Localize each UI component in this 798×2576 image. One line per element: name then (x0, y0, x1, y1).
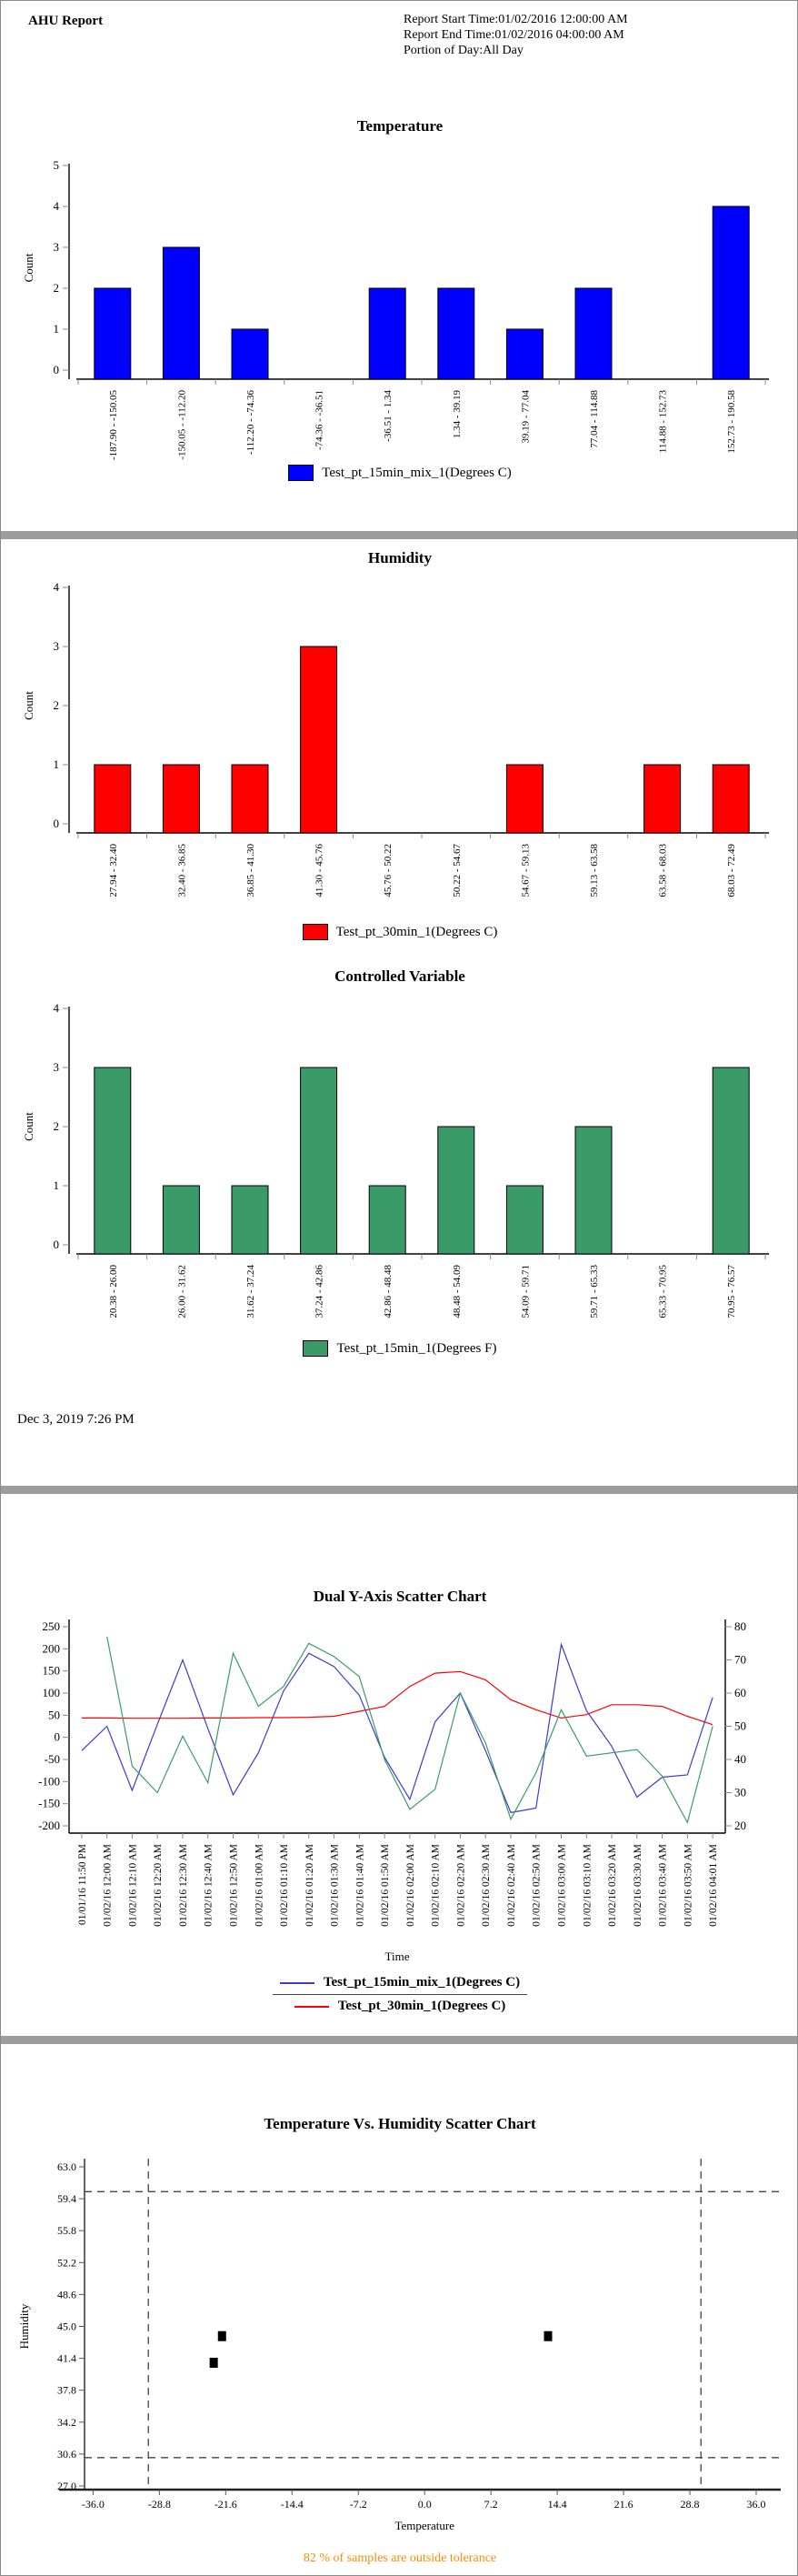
svg-text:48.48 - 54.09: 48.48 - 54.09 (451, 1265, 463, 1318)
report-title: AHU Report (28, 14, 104, 28)
svg-text:-200: -200 (38, 1819, 60, 1832)
legend-row-red-series (287, 1995, 514, 2018)
svg-text:41.30 - 45.76: 41.30 - 45.76 (314, 844, 325, 897)
svg-text:28.8: 28.8 (680, 2498, 700, 2511)
svg-text:-187.90 - -150.05: -187.90 - -150.05 (107, 390, 119, 460)
svg-text:01/02/16 01:10 AM: 01/02/16 01:10 AM (279, 1844, 291, 1927)
controlled-variable-legend (1, 1340, 798, 1357)
scatter-chart-section (1, 2115, 798, 2566)
svg-text:30.6: 30.6 (57, 2447, 76, 2461)
svg-text:59.13 - 63.58: 59.13 - 63.58 (589, 844, 600, 897)
svg-text:-150: -150 (38, 1796, 60, 1810)
svg-text:Count: Count (22, 253, 35, 283)
svg-text:01/02/16 12:00 AM: 01/02/16 12:00 AM (102, 1844, 114, 1927)
svg-text:55.8: 55.8 (57, 2224, 76, 2238)
svg-text:-21.6: -21.6 (214, 2498, 237, 2511)
report-end-time: Report End Time:01/02/2016 04:00:00 AM (404, 28, 624, 42)
svg-text:01/02/16 01:20 AM: 01/02/16 01:20 AM (304, 1844, 315, 1927)
svg-text:01/02/16 02:40 AM: 01/02/16 02:40 AM (505, 1844, 517, 1927)
section-separator (1, 2036, 797, 2044)
svg-text:01/02/16 02:00 AM: 01/02/16 02:00 AM (404, 1844, 416, 1927)
svg-text:01/02/16 03:20 AM: 01/02/16 03:20 AM (607, 1844, 619, 1927)
svg-text:-28.8: -28.8 (147, 2498, 171, 2511)
svg-text:7.2: 7.2 (484, 2498, 498, 2511)
svg-text:32.40 - 36.85: 32.40 - 36.85 (176, 844, 188, 897)
controlled-variable-histogram-section (1, 967, 798, 1357)
dual-axis-chart-legend (1, 1971, 798, 2018)
svg-text:50.22 - 54.67: 50.22 - 54.67 (451, 844, 463, 897)
svg-text:27.0: 27.0 (57, 2480, 76, 2492)
svg-text:01/02/16 12:50 AM: 01/02/16 12:50 AM (228, 1844, 240, 1927)
svg-text:01/02/16 03:50 AM: 01/02/16 03:50 AM (683, 1844, 694, 1927)
temperature-legend-swatch (288, 465, 314, 481)
svg-text:2: 2 (53, 698, 59, 712)
svg-text:59.4: 59.4 (57, 2192, 76, 2206)
svg-text:-7.2: -7.2 (349, 2498, 367, 2511)
svg-text:01/02/16 01:50 AM: 01/02/16 01:50 AM (380, 1844, 392, 1927)
svg-text:4: 4 (53, 1001, 59, 1015)
svg-text:54.67 - 59.13: 54.67 - 59.13 (520, 844, 532, 897)
svg-text:-50: -50 (44, 1752, 60, 1766)
humidity-chart-title: Humidity (368, 549, 432, 566)
svg-text:2: 2 (53, 1119, 59, 1133)
svg-text:-36.51 - 1.34: -36.51 - 1.34 (383, 390, 394, 442)
svg-text:54.09 - 59.71: 54.09 - 59.71 (520, 1265, 532, 1318)
temperature-histogram-section (1, 117, 798, 481)
red-series-label: Test_pt_30min_1(Degrees C) (337, 1999, 506, 2013)
svg-text:36.0: 36.0 (746, 2498, 766, 2511)
humidity-histogram (1, 567, 798, 922)
svg-text:68.03 - 72.49: 68.03 - 72.49 (726, 844, 738, 897)
svg-text:3: 3 (53, 1060, 59, 1074)
svg-text:14.4: 14.4 (547, 2498, 567, 2511)
svg-text:150: 150 (42, 1663, 60, 1678)
humidity-legend-label: Test_pt_30min_1(Degrees C) (335, 924, 498, 939)
blue-line-swatch (280, 1982, 314, 1984)
controlled-variable-legend-swatch (303, 1340, 328, 1357)
svg-text:65.33 - 70.95: 65.33 - 70.95 (657, 1265, 669, 1318)
svg-text:01/02/16 02:50 AM: 01/02/16 02:50 AM (531, 1844, 543, 1927)
svg-text:1.34 - 39.19: 1.34 - 39.19 (451, 390, 463, 439)
temperature-legend-label: Test_pt_15min_mix_1(Degrees C) (322, 465, 512, 480)
dual-axis-chart-title: Dual Y-Axis Scatter Chart (313, 1588, 487, 1605)
svg-text:01/02/16 01:00 AM: 01/02/16 01:00 AM (254, 1844, 265, 1927)
report-portion-of-day: Portion of Day:All Day (404, 44, 524, 57)
controlled-variable-legend-label: Test_pt_15min_1(Degrees F) (336, 1340, 497, 1356)
svg-text:01/02/16 03:40 AM: 01/02/16 03:40 AM (657, 1844, 669, 1927)
svg-text:40: 40 (734, 1752, 746, 1766)
svg-text:01/01/16 11:50 PM: 01/01/16 11:50 PM (76, 1844, 88, 1926)
red-line-swatch (294, 2006, 329, 2008)
temperature-legend (1, 465, 798, 481)
svg-text:01/02/16 02:10 AM: 01/02/16 02:10 AM (430, 1844, 442, 1927)
svg-text:63.0: 63.0 (57, 2160, 76, 2173)
svg-text:01/02/16 12:20 AM: 01/02/16 12:20 AM (153, 1844, 165, 1927)
svg-text:42.86 - 48.48: 42.86 - 48.48 (383, 1265, 394, 1318)
svg-text:4: 4 (53, 199, 59, 213)
svg-text:20: 20 (734, 1819, 746, 1832)
svg-text:Count: Count (22, 691, 35, 720)
svg-text:152.73 - 190.58: 152.73 - 190.58 (726, 390, 738, 454)
humidity-histogram-section (1, 549, 798, 940)
svg-text:0: 0 (53, 817, 59, 830)
svg-text:-74.36 - -36.51: -74.36 - -36.51 (314, 390, 325, 450)
scatter-chart-title: Temperature Vs. Humidity Scatter Chart (264, 2115, 536, 2132)
svg-text:1: 1 (53, 1178, 59, 1192)
svg-text:-100: -100 (38, 1774, 60, 1789)
svg-text:31.62 - 37.24: 31.62 - 37.24 (245, 1265, 256, 1318)
svg-text:36.85 - 41.30: 36.85 - 41.30 (245, 844, 256, 897)
svg-text:200: 200 (42, 1641, 60, 1656)
svg-text:01/02/16 01:30 AM: 01/02/16 01:30 AM (329, 1844, 341, 1927)
section-separator (1, 531, 797, 539)
dual-axis-chart-section (1, 1588, 798, 2018)
svg-text:26.00 - 31.62: 26.00 - 31.62 (176, 1265, 188, 1318)
svg-text:37.24 - 42.86: 37.24 - 42.86 (314, 1265, 325, 1318)
controlled-variable-chart-title: Controlled Variable (334, 967, 465, 985)
svg-text:01/02/16 01:40 AM: 01/02/16 01:40 AM (354, 1844, 366, 1927)
svg-text:Humidity: Humidity (17, 2303, 31, 2350)
svg-text:0: 0 (53, 1238, 59, 1251)
svg-text:70: 70 (734, 1652, 746, 1667)
svg-text:01/02/16 04:01 AM: 01/02/16 04:01 AM (708, 1844, 720, 1927)
svg-text:01/02/16 02:30 AM: 01/02/16 02:30 AM (481, 1844, 493, 1927)
svg-text:37.8: 37.8 (57, 2383, 76, 2397)
svg-text:63.58 - 68.03: 63.58 - 68.03 (657, 844, 669, 897)
svg-text:01/02/16 02:20 AM: 01/02/16 02:20 AM (455, 1844, 467, 1927)
svg-text:27.94 - 32.40: 27.94 - 32.40 (107, 844, 119, 897)
svg-text:20.38 - 26.00: 20.38 - 26.00 (107, 1265, 119, 1318)
svg-text:48.6: 48.6 (57, 2288, 76, 2301)
svg-text:1: 1 (53, 322, 59, 336)
svg-text:01/02/16 12:40 AM: 01/02/16 12:40 AM (203, 1844, 214, 1927)
tolerance-note: 82 % of samples are outside tolerance (303, 2551, 497, 2565)
svg-text:-14.4: -14.4 (280, 2498, 304, 2511)
svg-text:250: 250 (42, 1619, 60, 1633)
svg-text:01/02/16 03:00 AM: 01/02/16 03:00 AM (556, 1844, 568, 1927)
svg-text:59.71 - 65.33: 59.71 - 65.33 (589, 1265, 600, 1318)
svg-text:34.2: 34.2 (57, 2415, 76, 2429)
humidity-legend (1, 924, 798, 940)
svg-text:0: 0 (54, 1729, 60, 1744)
controlled-variable-histogram (1, 986, 798, 1338)
svg-text:77.04 - 114.88: 77.04 - 114.88 (589, 390, 600, 448)
svg-text:Count: Count (22, 1112, 35, 1141)
report-start-time: Report Start Time:01/02/2016 12:00:00 AM (404, 13, 628, 26)
svg-text:114.88 - 152.73: 114.88 - 152.73 (657, 390, 669, 454)
svg-text:01/02/16 12:30 AM: 01/02/16 12:30 AM (177, 1844, 189, 1927)
svg-text:30: 30 (734, 1785, 746, 1799)
svg-text:80: 80 (734, 1619, 746, 1633)
svg-text:41.4: 41.4 (57, 2351, 76, 2365)
svg-text:-150.05 - -112.20: -150.05 - -112.20 (176, 390, 188, 460)
svg-text:01/02/16 03:10 AM: 01/02/16 03:10 AM (582, 1844, 594, 1927)
svg-text:60: 60 (734, 1686, 746, 1699)
svg-text:3: 3 (53, 240, 59, 254)
svg-text:01/02/16 12:10 AM: 01/02/16 12:10 AM (127, 1844, 139, 1927)
svg-text:39.19 - 77.04: 39.19 - 77.04 (520, 390, 532, 444)
svg-text:50: 50 (48, 1708, 60, 1722)
svg-text:3: 3 (53, 639, 59, 653)
svg-text:-112.20 - -74.36: -112.20 - -74.36 (245, 390, 256, 456)
svg-text:52.2: 52.2 (57, 2256, 76, 2270)
svg-text:70.95 - 76.57: 70.95 - 76.57 (726, 1265, 738, 1318)
section-separator (1, 1486, 797, 1494)
svg-text:0.0: 0.0 (417, 2498, 432, 2511)
svg-text:-36.0: -36.0 (81, 2498, 105, 2511)
svg-text:50: 50 (734, 1719, 746, 1733)
svg-text:2: 2 (53, 281, 59, 295)
dual-axis-line-chart (1, 1606, 798, 1970)
svg-text:5: 5 (53, 158, 59, 172)
svg-text:100: 100 (42, 1686, 60, 1699)
svg-text:4: 4 (53, 580, 59, 594)
svg-text:Time: Time (384, 1950, 410, 1963)
temperature-chart-title: Temperature (356, 117, 444, 135)
temperature-humidity-scatter-chart (1, 2133, 798, 2542)
blue-series-label: Test_pt_15min_mix_1(Degrees C) (323, 1975, 521, 1990)
svg-text:21.6: 21.6 (613, 2498, 633, 2511)
legend-row-blue-series (273, 1971, 527, 1995)
svg-text:01/02/16 03:30 AM: 01/02/16 03:30 AM (632, 1844, 643, 1927)
humidity-legend-swatch (303, 924, 328, 940)
svg-text:1: 1 (53, 757, 59, 771)
report-meta (404, 12, 628, 58)
svg-text:45.0: 45.0 (57, 2320, 76, 2333)
svg-text:Temperature: Temperature (394, 2519, 454, 2532)
svg-text:0: 0 (53, 363, 59, 376)
svg-text:45.76 - 50.22: 45.76 - 50.22 (383, 844, 394, 897)
report-generated-timestamp: Dec 3, 2019 7:26 PM (17, 1412, 135, 1427)
temperature-histogram (1, 135, 798, 463)
